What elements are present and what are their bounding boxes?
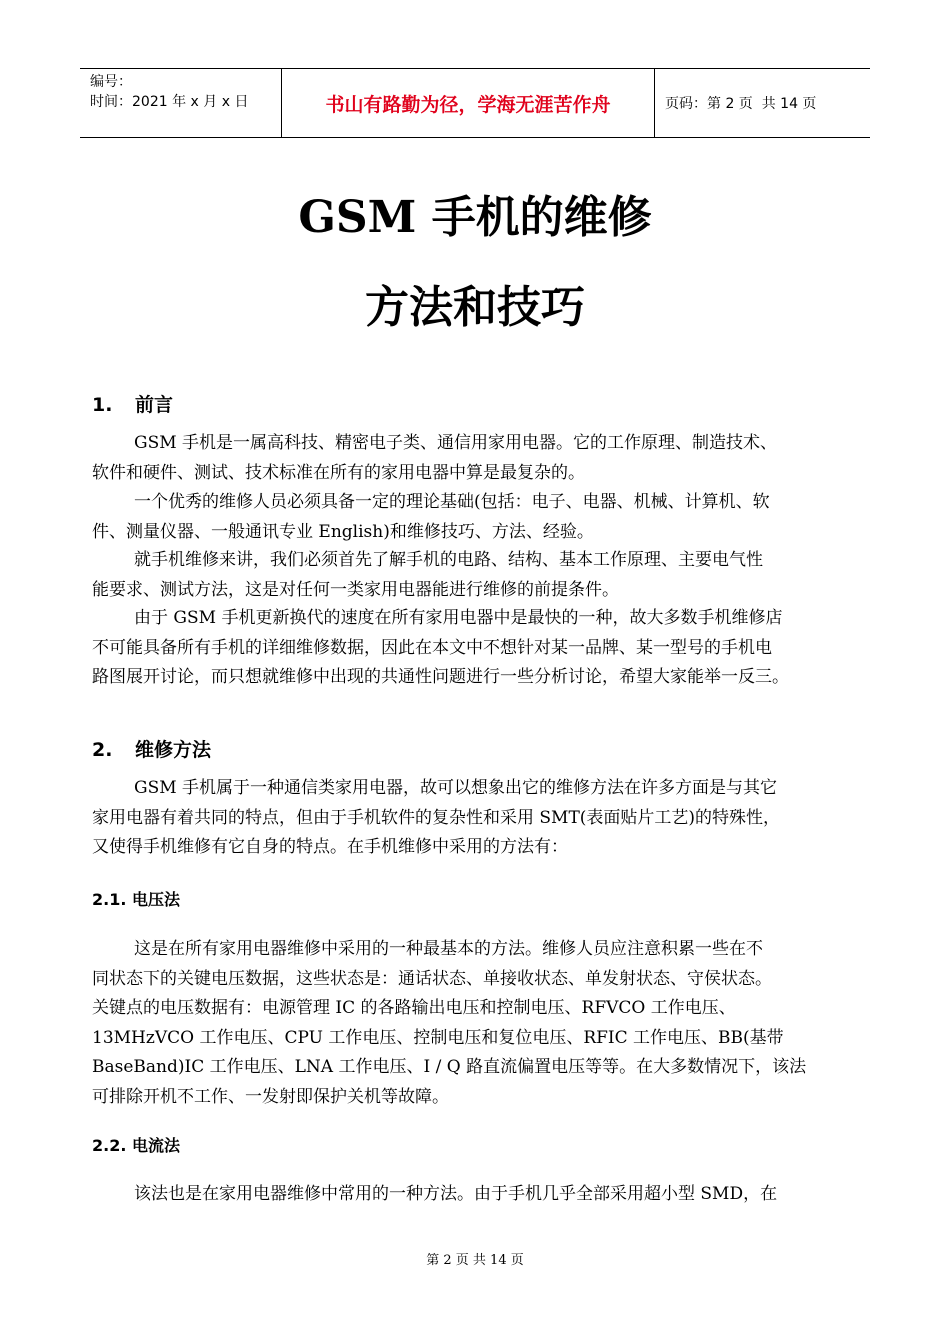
text-line [92,935,882,965]
header-page-info [655,69,870,137]
text-line-content: GSM 手机属于一种通信类家用电器，故可以想象出它的维修方法在许多方面是与其它 [134,778,778,798]
paragraph-s22-p1 [92,1180,882,1210]
section-number: 1. [92,394,113,416]
text-line [92,604,882,634]
subsection-number: 2.2. [92,1136,127,1155]
text-line: 路图展开讨论，而只想就维修中出现的共通性问题进行一些分析讨论，希望大家能举一反三。 [92,667,789,687]
subsection-heading-2-2 [92,1133,180,1156]
section-heading-1 [92,390,173,417]
text-line: 可排除开机不工作、一发射即保护关机等故障。 [92,1086,449,1107]
text-line-content: 该法也是在家用电器维修中常用的一种方法。由于手机几乎全部采用超小型 SMD，在 [134,1184,778,1204]
text-line-content: 一个优秀的维修人员必须具备一定的理论基础(包括：电子、电器、机械、计算机、软 [134,492,770,512]
header-motto: 书山有路勤为径，学海无涯苦作舟 [281,69,655,137]
text-line: 家用电器有着共同的特点，但由于手机软件的复杂性和采用 SMT(表面贴片工艺)的特殊性， [92,807,781,828]
subsection-heading-2-1 [92,887,180,910]
text-line-content: GSM 手机是一属高科技、精密电子类、通信用家用电器。它的工作原理、制造技术、 [134,433,778,453]
text-line: 能要求、测试方法，这是对任何一类家用电器能进行维修的前提条件。 [92,579,619,600]
text-line: 件、测量仪器、一般通讯专业 English)和维修技巧、方法、经验。 [92,521,594,542]
text-line [92,774,882,804]
header-code-label: 编号： [90,74,132,90]
section-title: 前言 [135,394,174,416]
text-line [92,488,882,518]
paragraph-s21-p1 [92,935,882,1112]
subsection-title: 电压法 [132,890,181,909]
text-line [92,546,882,576]
text-line-content: 就手机维修来讲，我们必须首先了解手机的电路、结构、基本工作原理、主要电气性 [134,550,763,570]
text-line [92,429,882,459]
paragraph-s2-p1 [92,774,882,863]
text-line: 关键点的电压数据有：电源管理 IC 的各路输出电压和控制电压、RFVCO 工作电压、 [92,998,736,1018]
text-line: 又使得手机维修有它自身的特点。在手机维修中采用的方法有： [92,837,568,857]
section-number: 2. [92,739,113,761]
text-line: BaseBand)IC 工作电压、LNA 工作电压、I / Q 路直流偏置电压等等。在大多数情况下，该法 [92,1057,807,1077]
header-meta [80,69,281,137]
text-line: 软件和硬件、测试、技术标准在所有的家用电器中算是最复杂的。 [92,462,585,483]
header-page-info-text: 页码：第 2 页 共 14 页 [665,96,817,112]
paragraph-s1-p1 [92,429,882,488]
text-line: 不可能具备所有手机的详细维修数据，因此在本文中不想针对某一品牌、某一型号的手机电 [92,637,772,658]
paragraph-s1-p3 [92,546,882,605]
subsection-number: 2.1. [92,890,127,909]
text-line [92,1180,882,1210]
page-footer: 第 2 页 共 14 页 [426,1253,524,1268]
page-header [80,68,870,138]
text-line: 13MHzVCO 工作电压、CPU 工作电压、控制电压和复位电压、RFIC 工作电压、BB(基带 [92,1027,784,1048]
text-line-content: 这是在所有家用电器维修中采用的一种最基本的方法。维修人员应注意积累一些在不 [134,939,763,959]
section-heading-2 [92,735,211,762]
paragraph-s1-p4 [92,604,882,693]
paragraph-s1-p2 [92,488,882,547]
text-line: 同状态下的关键电压数据，这些状态是：通话状态、单接收状态、单发射状态、守侯状态。 [92,968,772,989]
document-title-line-2: 方法和技巧 [365,282,585,333]
text-line-content: 由于 GSM 手机更新换代的速度在所有家用电器中是最快的一种，故大多数手机维修店 [134,608,783,628]
subsection-title: 电流法 [132,1136,181,1155]
header-date-label: 时间：2021 年 x 月 x 日 [90,94,249,110]
section-title: 维修方法 [135,739,212,761]
document-title-line-1: GSM 手机的维修 [298,192,652,243]
